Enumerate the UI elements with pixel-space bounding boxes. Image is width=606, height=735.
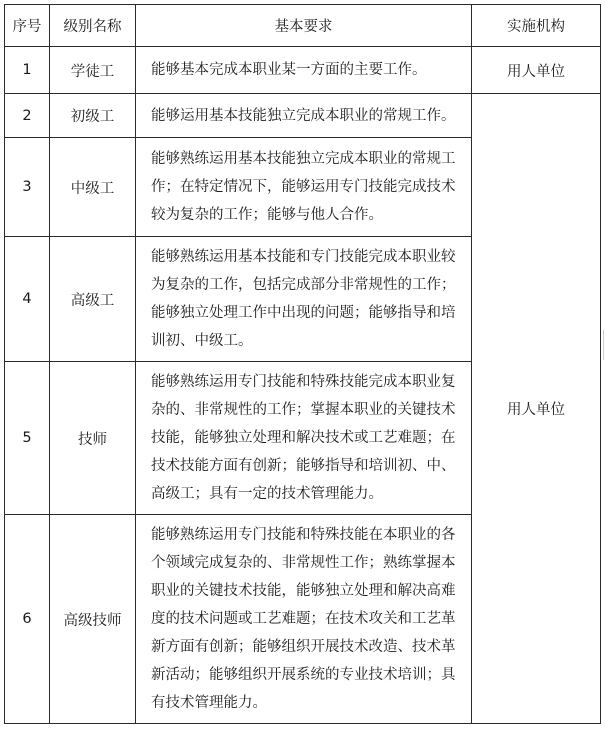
row-level: 学徒工 (50, 47, 136, 94)
row-requirement: 能够基本完成本职业某一方面的主要工作。 (136, 47, 472, 94)
table-header-row (5, 5, 601, 47)
table-row (5, 94, 601, 138)
row-requirement: 能够熟练运用基本技能和专门技能完成本职业较为复杂的工作，包括完成部分非常规性的工作；能够独立处理工作中出现的问题；能够指导和培训初、中级工。 (136, 237, 472, 362)
header-level: 级别名称 (50, 5, 136, 47)
row-level: 高级工 (50, 237, 136, 362)
page-edge-mark (603, 330, 604, 360)
header-requirement: 基本要求 (136, 5, 472, 47)
row-requirement: 能够熟练运用基本技能独立完成本职业的常规工作；在特定情况下，能够运用专门技能完成技术较为复杂的工作；能够与他人合作。 (136, 138, 472, 237)
row-no: 2 (5, 94, 50, 138)
row-no: 1 (5, 47, 50, 94)
row-no: 4 (5, 237, 50, 362)
row-no: 6 (5, 515, 50, 724)
row-level: 高级技师 (50, 515, 136, 724)
row-agency: 用人单位 (472, 47, 601, 94)
row-level: 技师 (50, 362, 136, 515)
row-no: 5 (5, 362, 50, 515)
row-requirement: 能够熟练运用专门技能和特殊技能完成本职业复杂的、非常规性的工作；掌握本职业的关键技术技能，能够独立处理和解决技术或工艺难题；在技术技能方面有创新；能够指导和培训初、中、高级工；具有一定的技术管理能力。 (136, 362, 472, 515)
header-no: 序号 (5, 5, 50, 47)
row-level: 中级工 (50, 138, 136, 237)
skill-level-table (4, 4, 601, 724)
table-row (5, 47, 601, 94)
row-requirement: 能够运用基本技能独立完成本职业的常规工作。 (136, 94, 472, 138)
row-level: 初级工 (50, 94, 136, 138)
row-no: 3 (5, 138, 50, 237)
header-agency: 实施机构 (472, 5, 601, 47)
merged-agency-cell: 用人单位 (472, 94, 601, 724)
row-requirement: 能够熟练运用专门技能和特殊技能在本职业的各个领域完成复杂的、非常规性工作；熟练掌握本职业的关键技术技能，能够独立处理和解决高难度的技术问题或工艺难题；在技术攻关和工艺革新方面有创新；能够组织开展技术改造、技术革新活动；能够组织开展系统的专业技术培训；具有技术管理能力。 (136, 515, 472, 724)
